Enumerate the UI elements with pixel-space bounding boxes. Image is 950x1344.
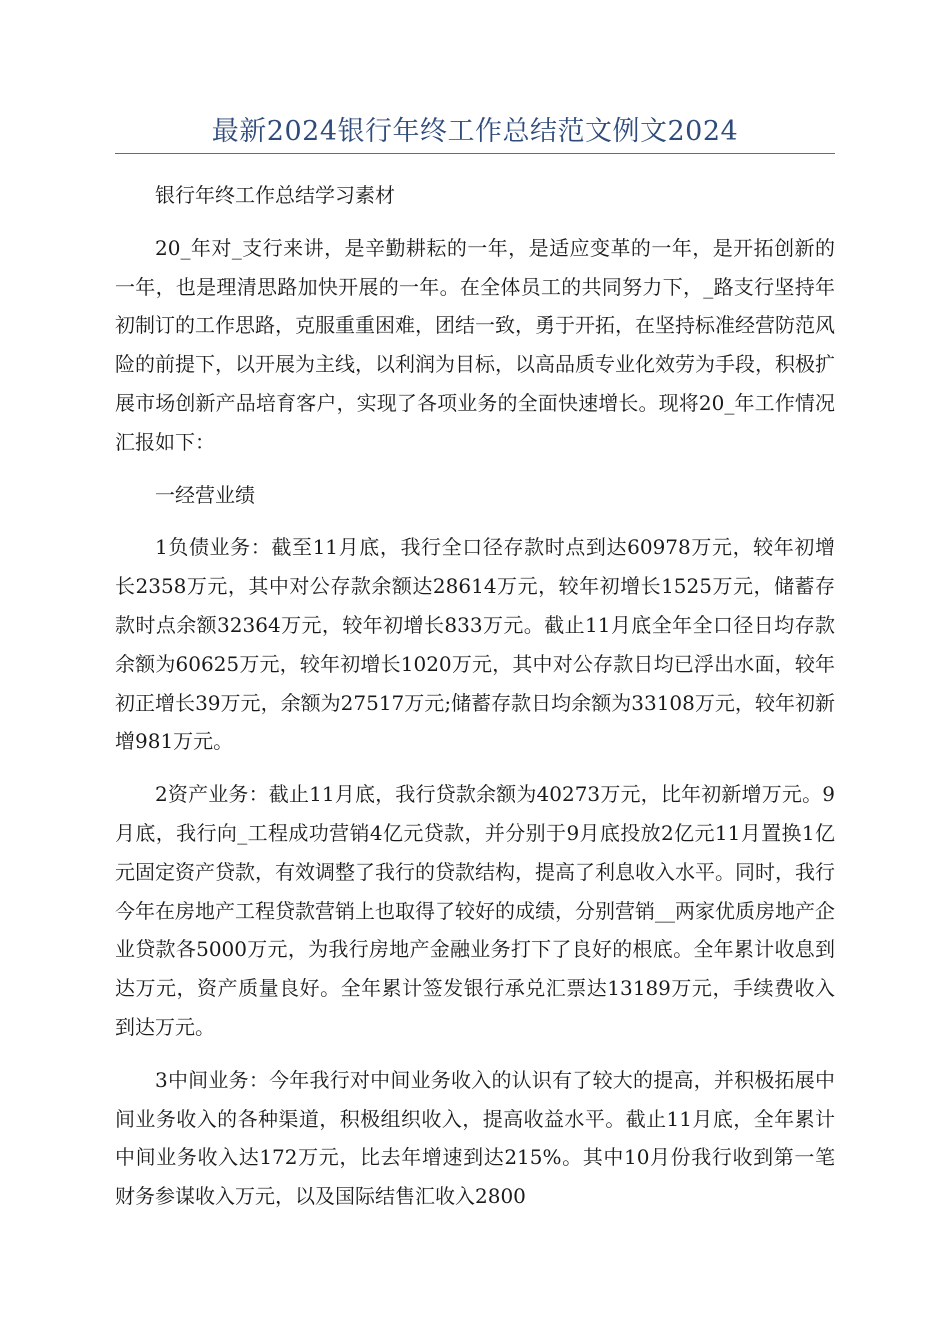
document-title: 最新2024银行年终工作总结范文例文2024 <box>211 116 739 147</box>
title-underline <box>115 153 835 154</box>
section-heading: 一经营业绩 <box>155 482 255 507</box>
paragraph-subtitle: 银行年终工作总结学习素材 <box>155 183 395 207</box>
paragraph-liability-business: 1负债业务：截至11月底，我行全口径存款时点到达60978万元，较年初增长2358万元，其中对公存款余额达28614万元，较年初增长1525万元，储蓄存款时点余额32364万元，较年初增长833万元。截止11月底全年全口径日均存款余额为60625万元，较年初增长1020万元，其中对公存款日均已浮出水面，较年初正增长39万元，余额为27517万元;储蓄存款日均余额为33108万元，较年初新增981万元。 <box>115 535 835 754</box>
paragraph-intro: 20_年对_支行来讲，是辛勤耕耘的一年，是适应变革的一年，是开拓创新的一年，也是理清思路加快开展的一年。在全体员工的共同努力下，_路支行坚持年初制订的工作思路，克服重重困难，团结一致，勇于开拓，在坚持标准经营防范风险的前提下，以开展为主线，以利润为目标，以高品质专业化效劳为手段，积极扩展市场创新产品培育客户，实现了各项业务的全面快速增长。现将20_年工作情况汇报如下： <box>115 235 835 454</box>
paragraph-asset-business: 2资产业务：截止11月底，我行贷款余额为40273万元，比年初新增万元。9月底，我行向_工程成功营销4亿元贷款，并分别于9月底投放2亿元11月置换1亿元固定资产贷款，有效调整了我行的贷款结构，提高了利息收入水平。同时，我行今年在房地产工程贷款营销上也取得了较好的成绩，分别营销__两家优质房地产企业贷款各5000万元，为我行房地产金融业务打下了良好的根底。全年累计收息到达万元，资产质量良好。全年累计签发银行承兑汇票达13189万元，手续费收入到达万元。 <box>115 782 835 1039</box>
paragraph-intermediate-business: 3中间业务：今年我行对中间业务收入的认识有了较大的提高，并积极拓展中间业务收入的各种渠道，积极组织收入，提高收益水平。截止11月底，全年累计中间业务收入达172万元，比去年增速到达215%。其中10月份我行收到第一笔财务参谋收入万元，以及国际结售汇收入2800 <box>115 1067 835 1209</box>
document-body <box>115 176 835 1230</box>
